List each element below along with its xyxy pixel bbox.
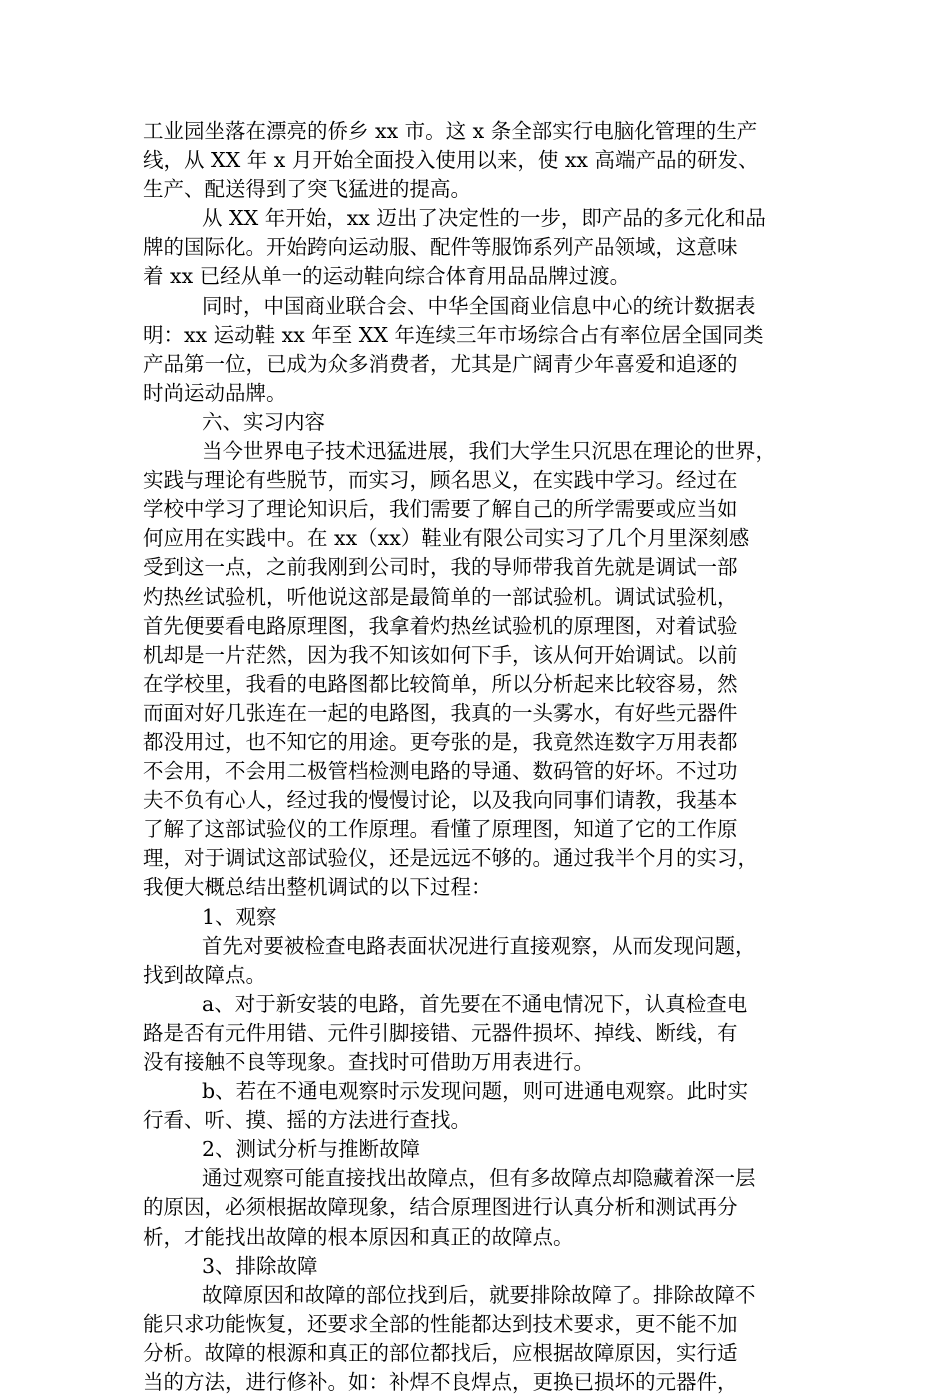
text-line: 通过观察可能直接找出故障点，但有多故障点却隐藏着深一层 [202, 1166, 756, 1191]
text-line: 的原因，必须根据故障现象，结合原理图进行认真分析和测试再分 [143, 1195, 738, 1220]
text-line: 不会用，不会用二极管档检测电路的导通、数码管的好坏。不过功 [143, 759, 738, 784]
paragraph [143, 1164, 813, 1251]
paragraph [143, 117, 813, 204]
text-line: 工业园坐落在漂亮的侨乡 xx 市。这 x 条全部实行电脑化管理的生产 [143, 119, 758, 143]
text-line: 行看、听、摸、摇的方法进行查找。 [143, 1108, 471, 1133]
text-line: a、对于新安装的电路，首先要在不通电情况下，认真检查电 [202, 991, 748, 1016]
text-line: 当今世界电子技术迅猛进展，我们大学生只沉思在理论的世界， [202, 439, 776, 464]
text-line: 析，才能找出故障的根本原因和真正的故障点。 [143, 1224, 574, 1249]
document-body [143, 117, 813, 1397]
paragraph [143, 1281, 813, 1397]
text-line: 能只求功能恢复，还要求全部的性能都达到技术要求，更不能不加 [143, 1311, 738, 1336]
text-line: 理，对于调试这部试验仪，还是远远不够的。通过我半个月的实习， [143, 846, 758, 871]
text-line: 没有接触不良等现象。查找时可借助万用表进行。 [143, 1050, 594, 1074]
paragraph [143, 932, 813, 990]
text-line: 生产、配送得到了突飞猛进的提高。 [143, 177, 471, 202]
text-line: b、若在不通电观察时示发现问题，则可进通电观察。此时实 [202, 1079, 749, 1104]
text-line: 了解了这部试验仪的工作原理。看懂了原理图，知道了它的工作原 [143, 817, 738, 842]
text-line: 路是否有元件用错、元件引脚接错、元器件损坏、掉线、断线，有 [143, 1020, 738, 1045]
paragraph [143, 990, 813, 1077]
text-line: 机却是一片茫然，因为我不知该如何下手，该从何开始调试。以前 [143, 642, 738, 667]
text-line: 在学校里，我看的电路图都比较简单，所以分析起来比较容易，然 [143, 671, 738, 696]
subsection-heading: 2、测试分析与推断故障 [202, 1137, 421, 1162]
text-line: 找到故障点。 [143, 962, 266, 987]
paragraph [143, 437, 813, 903]
text-line: 着 xx 已经从单一的运动鞋向综合体育用品品牌过渡。 [143, 264, 631, 289]
text-line: 从 XX 年开始，xx 迈出了决定性的一步，即产品的多元化和品 [202, 206, 766, 231]
text-line: 首先便要看电路原理图，我拿着灼热丝试验机的原理图，对着试验 [143, 613, 738, 638]
text-line: 何应用在实践中。在 xx（xx）鞋业有限公司实习了几个月里深刻感 [143, 526, 750, 551]
text-line: 线，从 XX 年 x 月开始全面投入使用以来，使 xx 高端产品的研发、 [143, 148, 759, 173]
section-heading: 六、实习内容 [202, 409, 325, 434]
text-line: 同时，中国商业联合会、中华全国商业信息中心的统计数据表 [202, 293, 756, 318]
paragraph [143, 1077, 813, 1135]
text-line: 我便大概总结出整机调试的以下过程： [143, 875, 492, 900]
text-line: 当的方法，进行修补。如：补焊不良焊点，更换已损坏的元器件， [143, 1370, 738, 1395]
paragraph [143, 204, 813, 291]
subsection-heading: 3、排除故障 [202, 1253, 318, 1278]
text-line: 受到这一点，之前我刚到公司时，我的导师带我首先就是调试一部 [143, 555, 738, 580]
text-line: 时尚运动品牌。 [143, 380, 287, 405]
text-line: 夫不负有心人，经过我的慢慢讨论，以及我向同事们请教，我基本 [143, 788, 738, 813]
text-line: 灼热丝试验机，听他说这部是最简单的一部试验机。调试试验机， [143, 584, 738, 609]
text-line: 都没用过，也不知它的用途。更夸张的是，我竟然连数字万用表都 [143, 729, 738, 754]
text-line: 明：xx 运动鞋 xx 年至 XX 年连续三年市场综合占有率位居全国同类 [143, 322, 764, 347]
text-line: 实践与理论有些脱节，而实习，顾名思义，在实践中学习。经过在 [143, 468, 738, 493]
text-line: 学校中学习了理论知识后，我们需要了解自己的所学需要或应当如 [143, 497, 738, 522]
subsection-heading: 1、观察 [202, 904, 277, 929]
text-line: 首先对要被检查电路表面状况进行直接观察，从而发现问题， [202, 933, 756, 958]
text-line: 产品第一位，已成为众多消费者，尤其是广阔青少年喜爱和追逐的 [143, 351, 738, 376]
paragraph [143, 292, 813, 408]
text-line: 而面对好几张连在一起的电路图，我真的一头雾水，有好些元器件 [143, 700, 738, 725]
text-line: 故障原因和故障的部位找到后，就要排除故障了。排除故障不 [202, 1282, 756, 1307]
text-line: 分析。故障的根源和真正的部位都找后，应根据故障原因，实行适 [143, 1340, 738, 1365]
text-line: 牌的国际化。开始跨向运动服、配件等服饰系列产品领域，这意味 [143, 235, 738, 260]
